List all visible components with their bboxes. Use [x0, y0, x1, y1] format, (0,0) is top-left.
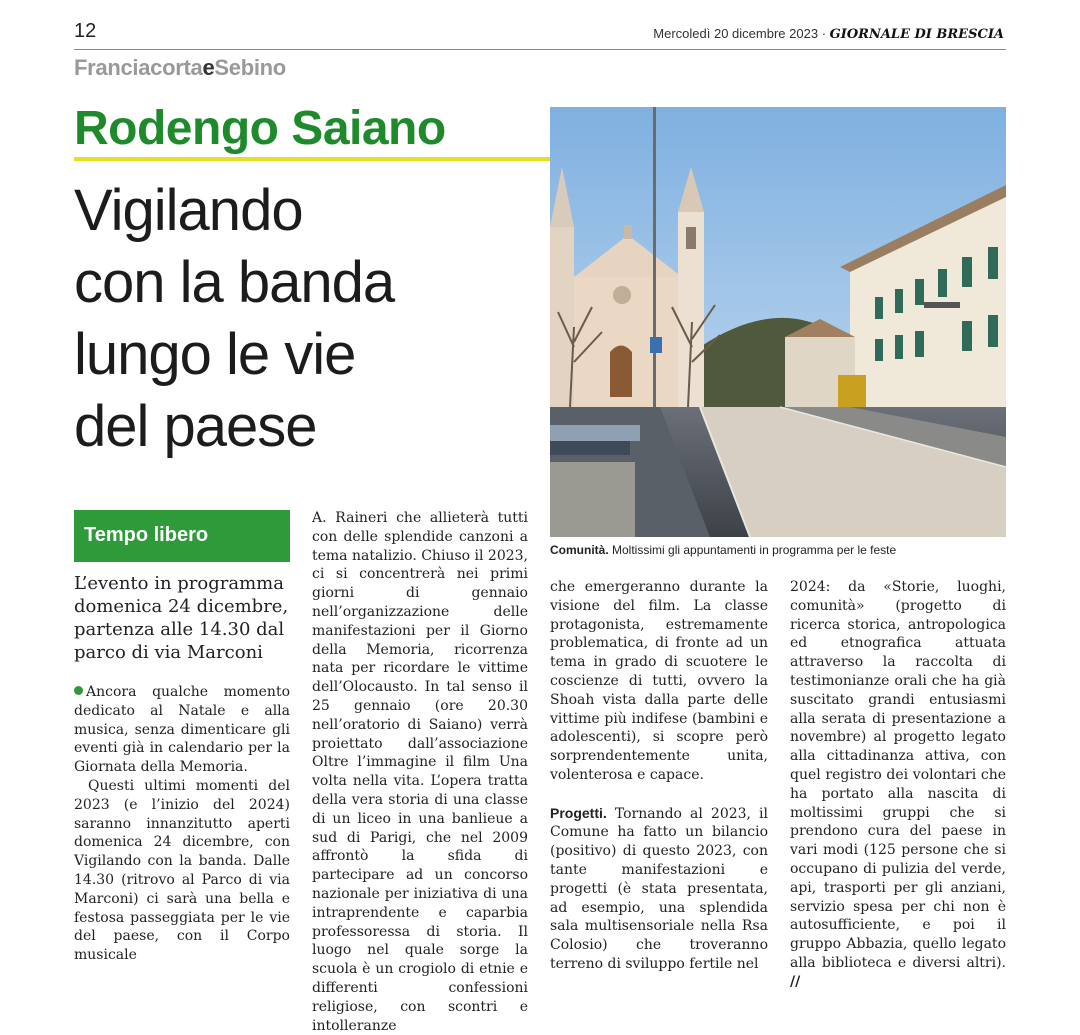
- location-kicker: Rodengo Saiano: [74, 102, 446, 155]
- section-title: [74, 55, 286, 81]
- article-column-2: [312, 509, 528, 1035]
- paragraph-5: [550, 804, 768, 974]
- headline-line-2: con la banda: [74, 250, 395, 315]
- paragraph-1: [74, 683, 290, 777]
- church-street-photo: [550, 107, 1006, 537]
- article-column-4: [790, 578, 1006, 992]
- headline: [74, 175, 544, 463]
- page-number: 12: [74, 20, 97, 42]
- paragraph-1-text: Ancora qualche momento dedicato al Natale e alla musica, senza dimenticare gli eventi già in calendario per la Giornata della Memoria.: [74, 684, 290, 776]
- caption-label: Comunità.: [550, 543, 609, 557]
- page-header-info: [653, 26, 1004, 42]
- section-part-3: Sebino: [214, 55, 286, 80]
- article-subheading: L’evento in programma domenica 24 dicembre, partenza alle 14.30 dal parco di via Marconi: [74, 573, 289, 663]
- headline-line-4: del paese: [74, 394, 317, 459]
- issue-date: Mercoledì 20 dicembre 2023: [653, 26, 819, 41]
- end-mark: //: [790, 973, 801, 990]
- paragraph-3: A. Raineri che allieterà tutti con delle splendide canzoni a tema natalizio. Chiuso il 2023, ci si concentrerà nei primi giorni di gennaio nell’organizzazione delle manifestazioni per il Giorno della Memoria, ricorrenza nata per ricordare le vittime dell’Olocausto. In tal senso il 25 gennaio (ore 20.30 nell’oratorio di Saiano) verrà proiettato dall’associazione Oltre l’immagine il film Una volta nella vita. L’opera tratta della vera storia di una classe di un liceo in una banlieue a sud di Parigi, che nel 2009 affrontò la sfida di partecipare ad un concorso nazionale per iniziativa di una intraprendente e caparbia professoressa di storia. Il luogo nel quale sorge la scuola è un crogiolo di etnie e differenti confessioni religiose, con scontri e intolleranze: [312, 510, 528, 1034]
- header-separator: ·: [821, 26, 827, 41]
- caption-text: Moltissimi gli appuntamenti in programma per le feste: [612, 543, 897, 557]
- header-divider: [74, 49, 1006, 50]
- paragraph-6-text: 2024: da «Storie, luoghi, comunità» (progetto di ricerca storica, antropologica ed etnografica attuata attraverso la raccolta di testimonianze orali che ha già suscitato grandi entusiasmi alla serata di presentazione a novembre) al progetto legato alla cittadinanza attiva, con quel registro dei volontari che ha portato alla nascita di moltissimi gruppi che si prendono cura del paese in vari modi (125 persone che si occupano di pulizia del verde, api, trasporti per gli anziani, servizio spesa per chi non è autosufficiente, e poi il gruppo Abbazia, quello legato alla biblioteca e diversi altri).: [790, 579, 1006, 971]
- section-part-1: Franciacorta: [74, 55, 203, 80]
- kicker-underline: [74, 157, 550, 161]
- paragraph-4: che emergeranno durante la visione del film. La classe protagonista, estremamente problematica, di fronte ad un tema in grado di scuotere le coscienze di tutti, ovvero la Shoah vista dalla parte delle vittime più indifese (bambini e adolescenti), si scopre però sorprendentemente unita, volenterosa e capace.: [550, 579, 768, 783]
- paragraph-5-text: Tornando al 2023, il Comune ha fatto un bilancio (positivo) di questo 2023, con tante manifestazioni e progetti (è stata presentata, ad esempio, una splendida sala multisensoriale nella Rsa Colosio) che troveranno terreno di sviluppo fertile nel: [550, 805, 768, 972]
- publication-name: GIORNALE DI BRESCIA: [829, 27, 1004, 42]
- headline-line-3: lungo le vie: [74, 322, 356, 387]
- paragraph-2: Questi ultimi momenti del 2023 (e l’inizio del 2024) saranno innanzitutto aperti domenica 24 dicembre, con Vigilando con la banda. Dalle 14.30 (ritrovo al Parco di via Marconi) ci sarà una bella e festosa passeggiata per le vie del paese, con il Corpo musicale: [74, 777, 290, 964]
- category-badge: Tempo libero: [74, 510, 290, 562]
- article-column-3: [550, 578, 768, 974]
- section-part-2: e: [202, 55, 215, 80]
- headline-line-1: Vigilando: [74, 178, 303, 243]
- paragraph-6: [790, 578, 1006, 992]
- paragraph-lead-label: Progetti.: [550, 804, 607, 821]
- photo-caption: [550, 543, 896, 557]
- bullet-dot-icon: [74, 686, 83, 695]
- article-column-1: [74, 683, 290, 965]
